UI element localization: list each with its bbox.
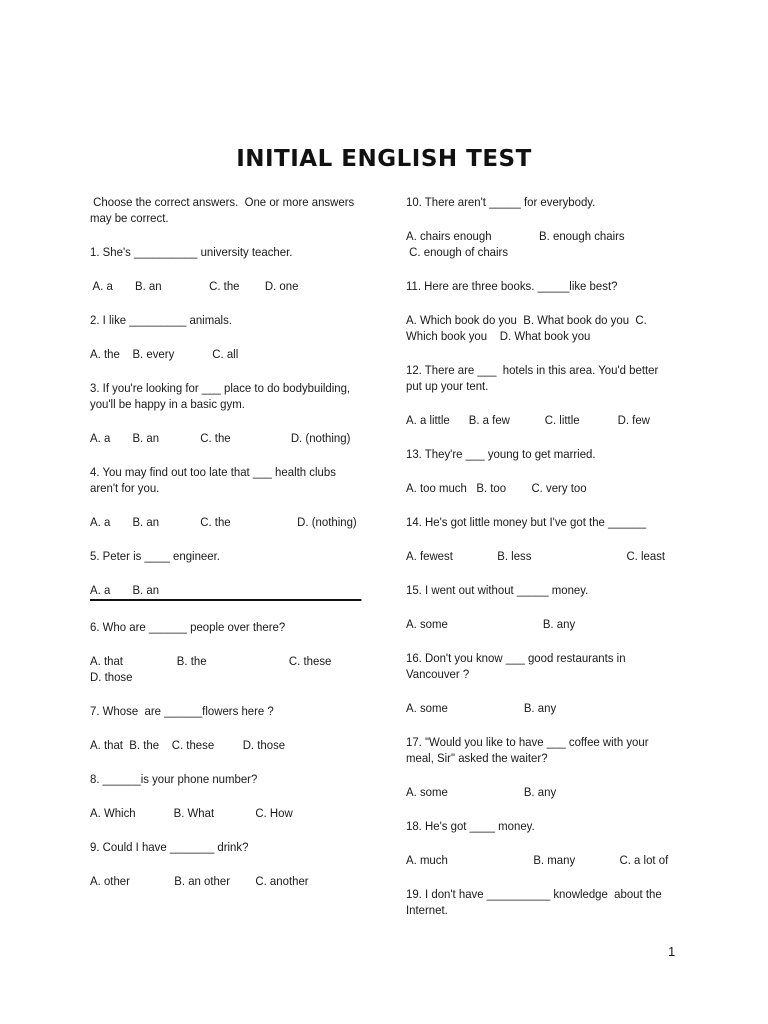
question-8: 8. ______is your phone number?: [90, 772, 258, 786]
question-5-options: A. a B. an: [90, 582, 361, 601]
question-9: 9. Could I have _______ drink?: [90, 840, 249, 854]
question-16: 16. Don't you know ___ good restaurants in Vancouver ?: [406, 651, 626, 681]
question-17-options: A. some B. any: [406, 785, 557, 799]
page-title: INITIAL ENGLISH TEST: [236, 146, 532, 172]
question-1-options: A. a B. an C. the D. one: [90, 279, 299, 293]
question-7-options: A. that B. the C. these D. those: [90, 738, 286, 752]
question-12: 12. There are ___ hotels in this area. You'd better put up your tent.: [406, 363, 659, 393]
question-11-options: A. Which book do you B. What book do you C. Which book you D. What book you: [406, 313, 647, 343]
question-4: 4. You may find out too late that ___ health clubs aren't for you.: [90, 465, 336, 495]
question-6: 6. Who are ______ people over there?: [90, 620, 286, 634]
question-3-options: A. a B. an C. the D. (nothing): [90, 431, 351, 445]
question-15-options: A. some B. any: [406, 617, 576, 631]
question-2-options: A. the B. every C. all: [90, 347, 239, 361]
question-10-options: A. chairs enough B. enough chairs C. enough of chairs: [406, 229, 625, 259]
question-6-options: A. that B. the C. these D. those: [90, 654, 332, 684]
question-2: 2. I like _________ animals.: [90, 313, 232, 327]
page-number: 1: [668, 944, 676, 959]
question-5: 5. Peter is ____ engineer.: [90, 549, 220, 563]
question-14-options: A. fewest B. less C. least: [406, 549, 666, 563]
question-3: 3. If you're looking for ___ place to do bodybuilding, you'll be happy in a basic gym.: [90, 381, 351, 411]
question-18-options: A. much B. many C. a lot of: [406, 853, 669, 867]
instructions: Choose the correct answers. One or more answers may be correct.: [90, 195, 355, 225]
question-11: 11. Here are three books. _____like best?: [406, 279, 618, 293]
question-19: 19. I don't have __________ knowledge about the Internet.: [406, 887, 662, 917]
question-15: 15. I went out without _____ money.: [406, 583, 589, 597]
question-13: 13. They're ___ young to get married.: [406, 447, 596, 461]
question-16-options: A. some B. any: [406, 701, 557, 715]
question-9-options: A. other B. an other C. another: [90, 874, 309, 888]
question-13-options: A. too much B. too C. very too: [406, 481, 587, 495]
question-7: 7. Whose are ______flowers here ?: [90, 704, 274, 718]
question-18: 18. He's got ____ money.: [406, 819, 535, 833]
question-17: 17. "Would you like to have ___ coffee with your meal, Sir" asked the waiter?: [406, 735, 649, 765]
question-14: 14. He's got little money but I've got the ______: [406, 515, 647, 529]
question-8-options: A. Which B. What C. How: [90, 806, 293, 820]
question-1: 1. She's __________ university teacher.: [90, 245, 293, 259]
question-12-options: A. a little B. a few C. little D. few: [406, 413, 650, 427]
question-10: 10. There aren't _____ for everybody.: [406, 195, 596, 209]
right-column: [406, 194, 675, 936]
left-column: [90, 194, 362, 907]
question-4-options: A. a B. an C. the D. (nothing): [90, 515, 357, 529]
